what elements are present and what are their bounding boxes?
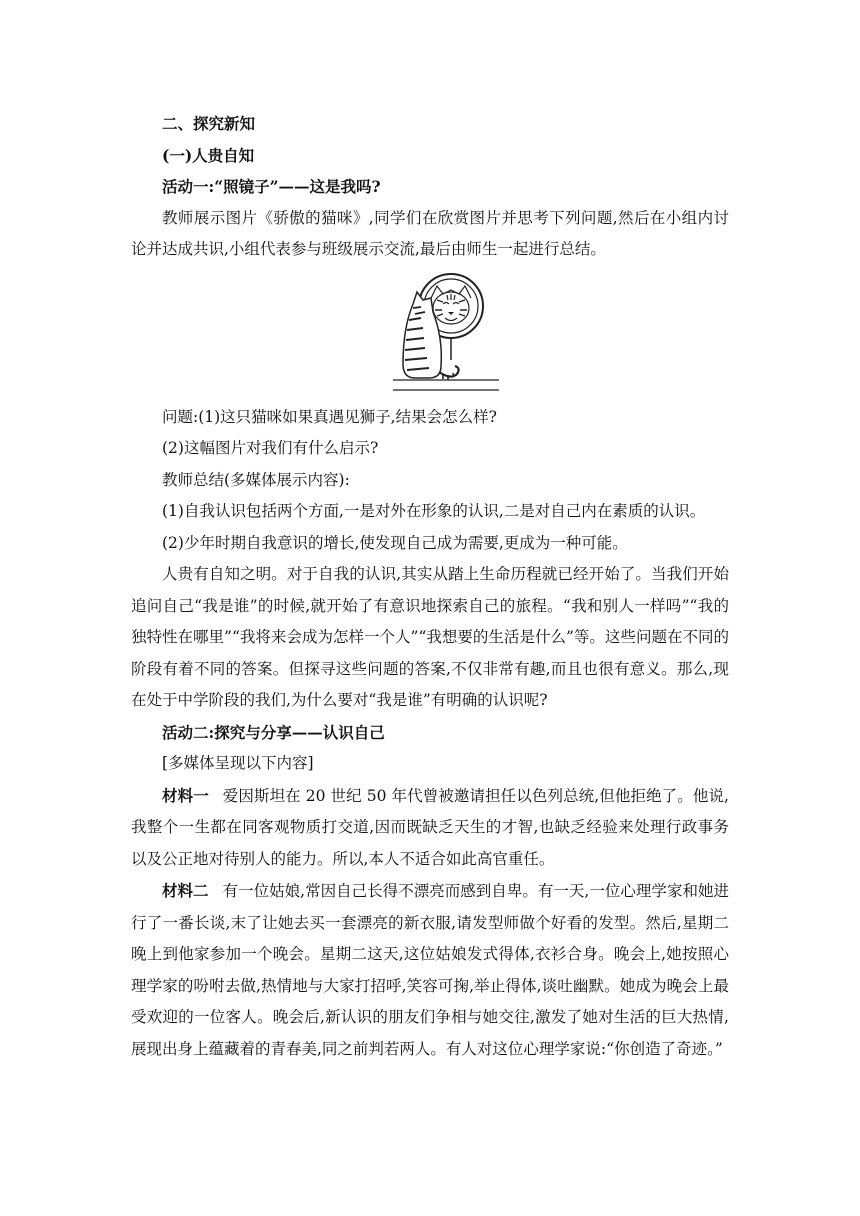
summary-point-2: (2)少年时期自我意识的增长,使发现自己成为需要,更成为一种可能。	[162, 533, 628, 552]
activity1-title: 活动一:“照镜子”——这是我吗?	[162, 177, 381, 196]
material-1	[131, 780, 729, 876]
activity1-intro: 教师展示图片《骄傲的猫咪》,同学们在欣赏图片并思考下列问题,然后在小组内讨论并达成共识,小组代表参与班级展示交流,最后由师生一起进行总结。	[131, 208, 729, 258]
section-subtitle: (一)人贵自知	[162, 145, 255, 165]
material-1-label: 材料一	[162, 785, 209, 805]
figure-container	[131, 268, 729, 396]
self-knowledge-paragraph: 人贵有自知之明。对于自我的认识,其实从踏上生命历程就已经开始了。当我们开始追问自己“我是谁”的时候,就开始了有意识地探索自己的旅程。“我和别人一样吗”“我的独特性在哪里”“我将来会成为怎样一个人”“我想要的生活是什么”等。这些问题在不同的阶段有着不同的答案。但探寻这些问题的答案,不仅非常有趣,而且也很有意义。那么,现在处于中学阶段的我们,为什么要对“我是谁”有明确的认识呢?	[131, 565, 729, 709]
teacher-summary-title: 教师总结(多媒体展示内容):	[162, 470, 350, 489]
summary-point-1: (1)自我认识包括两个方面,一是对外在形象的认识,二是对自己内在素质的认识。	[162, 502, 706, 520]
question-1: 问题:(1)这只猫咪如果真遇见狮子,结果会怎么样?	[162, 407, 497, 426]
material-2-text: 有一位姑娘,常因自己长得不漂亮而感到自卑。有一天,一位心理学家和她进行了一番长谈,末了让她去买一套漂亮的新衣服,请发型师做个好看的发型。然后,星期二晚上到他家参加一个晚会。星期二这天,这位姑娘发式得体,衣衫合身。晚会上,她按照心理学家的吩咐去做,热情地与大家打招呼,笑容可掬,举止得体,谈吐幽默。她成为晚会上最受欢迎的一位客人。晚会后,新认识的朋友们争相与她交往,激发了她对生活的巨大热情,展现出身上蕴藏着的青春美,同之前判若两人。有人对这位心理学家说:“你创造了奇迹。”	[131, 882, 729, 1058]
media-note: [多媒体呈现以下内容]	[162, 754, 314, 772]
section-title: 二、探究新知	[162, 114, 256, 133]
material-2-label: 材料二	[162, 881, 209, 900]
cat-mirror-tiger-illustration	[385, 268, 505, 392]
activity2-title: 活动二:探究与分享——认识自己	[162, 722, 385, 742]
material-1-text: 爱因斯坦在 20 世纪 50 年代曾被邀请担任以色列总统,但他拒绝了。他说,我整个一生都在同客观物质打交道,因而既缺乏天生的才智,也缺乏经验来处理行政事务以及公正地对待别人的能力。所以,本人不适合如此高官重任。	[131, 786, 729, 868]
material-2	[131, 875, 729, 1065]
question-2: (2)这幅图片对我们有什么启示?	[162, 439, 379, 457]
document-body	[131, 108, 729, 1065]
